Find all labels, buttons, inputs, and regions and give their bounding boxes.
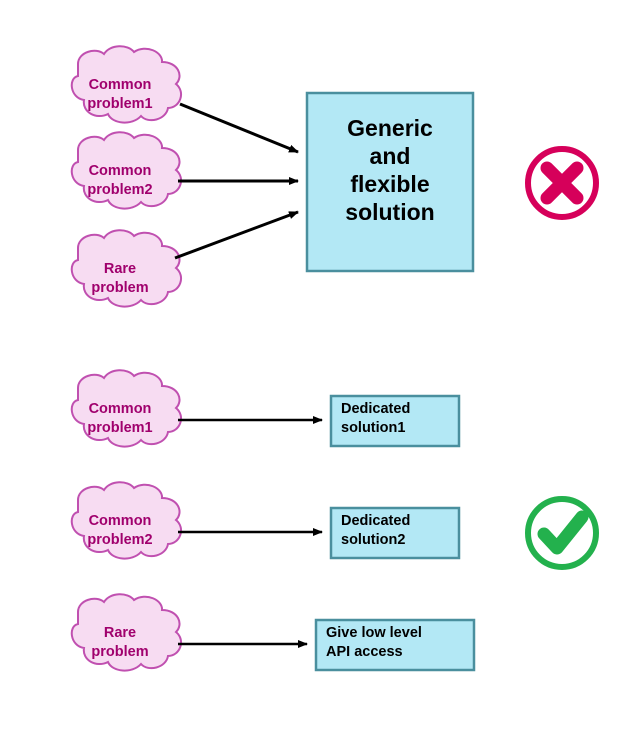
cloud-rare-problem-bottom-label: Rare problem <box>91 625 149 660</box>
arrow-cp1-to-generic <box>180 104 298 152</box>
box-dedicated-solution1 <box>331 396 459 446</box>
cloud-common-problem1-bottom-label: Common problem1 <box>87 401 153 436</box>
box-low-level-api-label: Give low level API access <box>326 625 422 660</box>
arrow-rare-to-generic <box>175 212 298 258</box>
cloud-common-problem2-bottom-label: Common problem2 <box>87 513 153 548</box>
box-dedicated-solution2 <box>331 508 459 558</box>
cloud-common-problem1-top-label: Common problem1 <box>87 77 153 112</box>
box-generic-solution-label: Generic and flexible solution <box>345 115 435 225</box>
cloud-common-problem2-top-label: Common problem2 <box>87 163 153 198</box>
box-dedicated-solution2-label: Dedicated solution2 <box>341 513 411 548</box>
box-dedicated-solution1-label: Dedicated solution1 <box>341 401 411 436</box>
cloud-rare-problem-bottom <box>72 594 181 670</box>
cloud-common-problem1-top <box>72 46 181 122</box>
box-low-level-api <box>316 620 474 670</box>
check-badge <box>528 499 596 567</box>
cloud-common-problem2-bottom <box>72 482 181 558</box>
cross-badge <box>528 149 596 217</box>
cloud-common-problem1-bottom <box>72 370 181 446</box>
box-generic-solution <box>307 93 473 271</box>
cloud-common-problem2-top <box>72 132 181 208</box>
cloud-rare-problem-top <box>72 230 181 306</box>
cloud-rare-problem-top-label: Rare problem <box>91 261 149 296</box>
